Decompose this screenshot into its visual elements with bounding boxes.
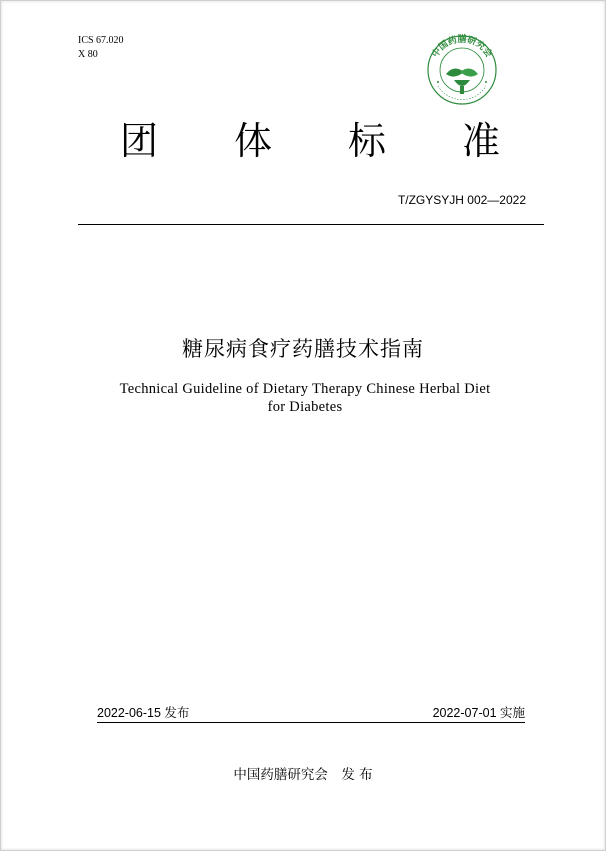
ics-code: ICS 67.020 — [78, 35, 124, 46]
header-divider — [78, 224, 544, 225]
svg-text:中国药膳研究会 — [429, 33, 495, 60]
title-chinese: 糖尿病食疗药膳技术指南 — [182, 337, 424, 361]
kind-char-2: 体 — [233, 119, 272, 163]
kind-char-4: 准 — [461, 119, 500, 163]
title-english-line-1: Technical Guideline of Dietary Therapy Chinese Herbal Diet — [119, 381, 491, 397]
publisher-line: 中国药膳研究会 发 布 — [233, 767, 373, 783]
publish-date: 2022-06-15 发布 — [97, 706, 190, 720]
date-row — [97, 705, 525, 723]
ccs-code: X 80 — [78, 49, 98, 60]
association-logo — [424, 30, 500, 106]
classification-codes — [78, 34, 124, 62]
kind-char-1: 团 — [120, 119, 159, 163]
logo-text: 中国药膳研究会 — [430, 35, 494, 60]
logo-emblem-icon — [424, 30, 500, 106]
title-english-line-2: for Diabetes — [267, 399, 343, 415]
effective-date: 2022-07-01 实施 — [432, 706, 525, 720]
standard-number: T/ZGYSYJH 002—2022 — [397, 193, 526, 207]
document-kind-heading — [120, 118, 500, 164]
kind-char-3: 标 — [347, 119, 386, 163]
title-english — [60, 380, 550, 416]
